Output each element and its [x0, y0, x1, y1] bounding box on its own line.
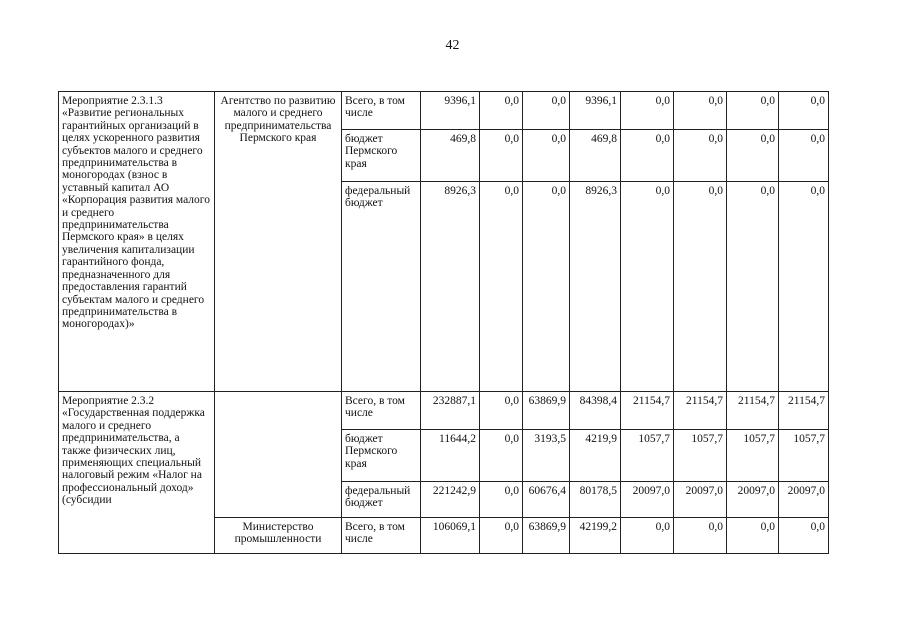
value-cell: 221242,9: [421, 482, 480, 518]
value-cell: 0,0: [779, 518, 829, 554]
value-cell: 11644,2: [421, 430, 480, 482]
funding-source-cell: Всего, в том числе: [342, 392, 421, 430]
executor-cell: Министерство промышленности: [215, 518, 342, 554]
value-cell: 20097,0: [727, 482, 779, 518]
value-cell: 0,0: [621, 518, 674, 554]
value-cell: 4219,9: [570, 430, 621, 482]
executor-cell: [215, 392, 342, 518]
value-cell: 0,0: [480, 130, 523, 182]
value-cell: 9396,1: [570, 92, 621, 130]
value-cell: 84398,4: [570, 392, 621, 430]
value-cell: 0,0: [480, 430, 523, 482]
value-cell: 0,0: [779, 130, 829, 182]
value-cell: 0,0: [674, 182, 727, 392]
measure-cell: Мероприятие 2.3.2 «Государственная поддержка малого и среднего предпринимательства, а также физических лиц, применяющих специальный налоговый режим «Налог на профессиональный доход» (субсидии: [59, 392, 215, 554]
value-cell: 232887,1: [421, 392, 480, 430]
value-cell: 63869,9: [523, 518, 570, 554]
value-cell: 0,0: [621, 182, 674, 392]
value-cell: 0,0: [727, 518, 779, 554]
value-cell: 0,0: [674, 130, 727, 182]
value-cell: 0,0: [621, 130, 674, 182]
funding-source-cell: федеральный бюджет: [342, 182, 421, 392]
value-cell: 21154,7: [674, 392, 727, 430]
value-cell: 0,0: [523, 130, 570, 182]
value-cell: 42199,2: [570, 518, 621, 554]
value-cell: 469,8: [570, 130, 621, 182]
executor-cell: Агентство по развитию малого и среднего предпринимательства Пермского края: [215, 92, 342, 392]
value-cell: 0,0: [621, 92, 674, 130]
value-cell: 21154,7: [621, 392, 674, 430]
funding-source-cell: федеральный бюджет: [342, 482, 421, 518]
funding-source-cell: бюджет Пермского края: [342, 130, 421, 182]
budget-table: [58, 91, 829, 554]
value-cell: 8926,3: [570, 182, 621, 392]
table-row: [59, 392, 829, 430]
value-cell: 20097,0: [621, 482, 674, 518]
value-cell: 0,0: [480, 482, 523, 518]
value-cell: 63869,9: [523, 392, 570, 430]
value-cell: 0,0: [480, 92, 523, 130]
measure-cell: Мероприятие 2.3.1.3 «Развитие региональных гарантийных организаций в целях ускоренного развития субъектов малого и среднего предпринимательства в моногородах (взнос в уставный капитал АО «Корпорация развития малого и среднего предпринимательства Пермского края» в целях увеличения капитализации гарантийного фонда, предназначенного для предоставления гарантий субъектам малого и среднего предпринимательства в моногородах)»: [59, 92, 215, 392]
value-cell: 9396,1: [421, 92, 480, 130]
value-cell: 21154,7: [779, 392, 829, 430]
value-cell: 80178,5: [570, 482, 621, 518]
value-cell: 0,0: [727, 92, 779, 130]
funding-source-cell: бюджет Пермского края: [342, 430, 421, 482]
value-cell: 0,0: [779, 92, 829, 130]
value-cell: 20097,0: [779, 482, 829, 518]
value-cell: 3193,5: [523, 430, 570, 482]
funding-source-cell: Всего, в том числе: [342, 518, 421, 554]
value-cell: 469,8: [421, 130, 480, 182]
value-cell: 0,0: [523, 92, 570, 130]
value-cell: 0,0: [674, 92, 727, 130]
value-cell: 0,0: [480, 182, 523, 392]
value-cell: 0,0: [727, 182, 779, 392]
value-cell: 8926,3: [421, 182, 480, 392]
value-cell: 106069,1: [421, 518, 480, 554]
value-cell: 0,0: [779, 182, 829, 392]
value-cell: 0,0: [523, 182, 570, 392]
value-cell: 1057,7: [779, 430, 829, 482]
page-number: 42: [445, 38, 460, 53]
value-cell: 20097,0: [674, 482, 727, 518]
value-cell: 21154,7: [727, 392, 779, 430]
funding-source-cell: Всего, в том числе: [342, 92, 421, 130]
value-cell: 1057,7: [621, 430, 674, 482]
value-cell: 0,0: [480, 392, 523, 430]
value-cell: 60676,4: [523, 482, 570, 518]
value-cell: 0,0: [674, 518, 727, 554]
value-cell: 1057,7: [674, 430, 727, 482]
value-cell: 0,0: [727, 130, 779, 182]
table-row: [59, 92, 829, 130]
value-cell: 1057,7: [727, 430, 779, 482]
value-cell: 0,0: [480, 518, 523, 554]
